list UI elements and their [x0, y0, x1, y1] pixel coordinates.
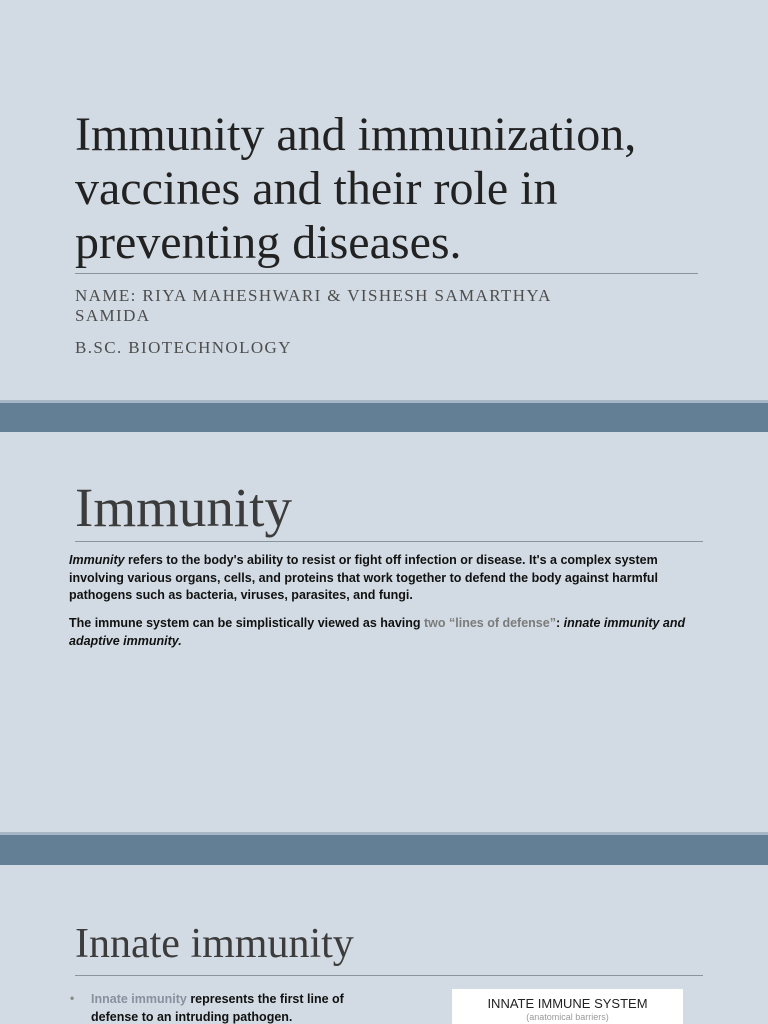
- author-names-line-1: NAME: RIYA MAHESHWARI & VISHESH SAMARTHYA: [75, 286, 552, 305]
- title-slide: [0, 0, 768, 400]
- bullet-body: represents the first line of defense to an intruding pathogen.: [91, 992, 344, 1024]
- slide-title: Innate immunity: [75, 921, 354, 967]
- title-divider: [75, 975, 703, 976]
- title-line-3: preventing diseases.: [75, 216, 462, 269]
- bullet-dot-icon: •: [70, 991, 75, 1005]
- lines-of-defense-text: [69, 615, 689, 650]
- figure-subtitle: (anatomical barriers): [526, 1012, 609, 1022]
- lines-of-defense-types: innate immunity and adaptive immunity.: [69, 616, 686, 648]
- author-names-line-2: SAMIDA: [75, 306, 151, 325]
- presentation-title: [75, 108, 715, 270]
- bullet-text: [70, 991, 390, 1024]
- slide-separator: [0, 832, 768, 865]
- immunity-definition: [69, 552, 689, 605]
- immunity-slide: [0, 432, 768, 832]
- figure-title: INNATE IMMUNE SYSTEM: [487, 996, 648, 1011]
- immunity-definition-text: refers to the body's ability to resist or fight off infection or disease. It's a complex system involving various organs, cells, and proteins that work together to defend the body against harmful pathogens such as bacteria, viruses, parasites, and fungi.: [69, 553, 658, 602]
- innate-immune-system-figure: [452, 989, 683, 1024]
- list-item: [70, 991, 390, 1024]
- slide-title: Immunity: [75, 477, 292, 538]
- innate-immunity-slide: [0, 865, 768, 1024]
- title-divider: [75, 541, 703, 542]
- title-line-2: vaccines and their role in: [75, 162, 558, 215]
- immunity-term: Immunity: [69, 553, 125, 567]
- slide-separator: [0, 400, 768, 432]
- lines-of-defense-highlight: two “lines of defense”: [424, 616, 556, 630]
- title-line-1: Immunity and immunization,: [75, 108, 637, 161]
- title-divider: [75, 273, 698, 274]
- bullet-highlight: Innate immunity: [91, 992, 187, 1006]
- lines-of-defense-colon: :: [555, 616, 564, 630]
- author-names: [75, 286, 675, 326]
- degree-label: B.SC. BIOTECHNOLOGY: [75, 338, 292, 357]
- lines-of-defense-lead: The immune system can be simplistically viewed as having: [69, 616, 424, 630]
